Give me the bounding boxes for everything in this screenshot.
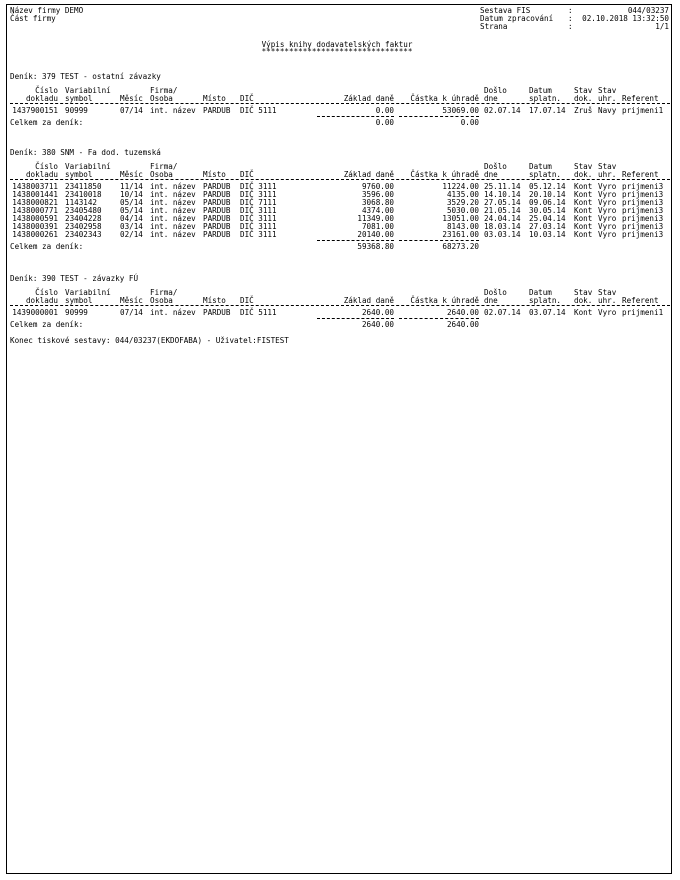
column-header-doc: dokladu bbox=[25, 170, 58, 179]
cell-place: PARDUB bbox=[203, 198, 231, 207]
cell-dic: DIČ 3111 bbox=[240, 182, 277, 191]
cell-place: PARDUB bbox=[203, 214, 231, 223]
column-header-sdoc: dok. bbox=[574, 170, 593, 179]
cell-var: 23404228 bbox=[65, 214, 102, 223]
cell-spay: Vyro bbox=[598, 308, 617, 317]
column-header-ref: Referent bbox=[622, 296, 659, 305]
cell-recv: 03.03.14 bbox=[484, 230, 521, 239]
cell-doc: 1438000771 bbox=[12, 206, 58, 215]
column-header-place: Místo bbox=[203, 296, 226, 305]
report-title-underline: ********************************* bbox=[261, 47, 413, 56]
column-header-sdoc: Stav bbox=[574, 162, 593, 171]
column-header-ref: Referent bbox=[622, 94, 659, 103]
header-rule bbox=[10, 103, 670, 104]
total-rule-base bbox=[317, 116, 394, 117]
column-header-spay: Stav bbox=[598, 288, 617, 297]
column-header-recv: dne bbox=[484, 170, 498, 179]
cell-spay: Vyro bbox=[598, 198, 617, 207]
column-header-recv: Došlo bbox=[484, 86, 507, 95]
column-header-amount: Částka k úhradě bbox=[410, 94, 479, 103]
journal-total-amount: 68273.20 bbox=[442, 242, 479, 251]
column-header-sdoc: dok. bbox=[574, 94, 593, 103]
column-header-spay: uhr. bbox=[598, 94, 617, 103]
cell-spay: Vyro bbox=[598, 190, 617, 199]
cell-firm: int. název bbox=[150, 198, 196, 207]
column-header-recv: dne bbox=[484, 296, 498, 305]
cell-due: 25.04.14 bbox=[529, 214, 566, 223]
column-header-ref: Referent bbox=[622, 170, 659, 179]
cell-due: 10.03.14 bbox=[529, 230, 566, 239]
cell-spay: Vyro bbox=[598, 206, 617, 215]
cell-due: 05.12.14 bbox=[529, 182, 566, 191]
cell-recv: 02.07.14 bbox=[484, 106, 521, 115]
column-header-var: Variabilní bbox=[65, 162, 111, 171]
journal-total-base: 0.00 bbox=[375, 118, 394, 127]
column-header-sdoc: dok. bbox=[574, 296, 593, 305]
cell-ref: prijmeni1 bbox=[622, 106, 664, 115]
cell-ref: prijmeni3 bbox=[622, 222, 664, 231]
column-header-base: Základ daně bbox=[343, 170, 394, 179]
cell-firm: int. název bbox=[150, 190, 196, 199]
cell-month: 04/14 bbox=[120, 214, 143, 223]
cell-var: 23411850 bbox=[65, 182, 102, 191]
cell-firm: int. název bbox=[150, 182, 196, 191]
cell-spay: Navy bbox=[598, 106, 617, 115]
report-colon: : bbox=[568, 6, 573, 15]
journal-total-label: Celkem za deník: bbox=[10, 320, 84, 329]
cell-dic: DIČ 5111 bbox=[240, 308, 277, 317]
cell-firm: int. název bbox=[150, 308, 196, 317]
column-header-firm: Firma/ bbox=[150, 288, 178, 297]
cell-doc: 1438000821 bbox=[12, 198, 58, 207]
cell-sdoc: Kont bbox=[574, 308, 593, 317]
page-value: 1/1 bbox=[655, 22, 669, 31]
processed-label: Datum zpracování bbox=[480, 14, 554, 23]
cell-due: 30.05.14 bbox=[529, 206, 566, 215]
header-rule bbox=[10, 179, 670, 180]
cell-due: 20.10.14 bbox=[529, 190, 566, 199]
cell-recv: 02.07.14 bbox=[484, 308, 521, 317]
cell-amount: 23161.00 bbox=[442, 230, 479, 239]
column-header-dic: DIČ bbox=[240, 296, 254, 305]
report-label: Sestava FIS bbox=[480, 6, 531, 15]
cell-firm: int. název bbox=[150, 214, 196, 223]
cell-month: 07/14 bbox=[120, 308, 143, 317]
column-header-month: Měsíc bbox=[120, 170, 143, 179]
cell-doc: 1438000261 bbox=[12, 230, 58, 239]
column-header-due: splatn. bbox=[529, 94, 562, 103]
cell-sdoc: Kont bbox=[574, 222, 593, 231]
cell-var: 23402958 bbox=[65, 222, 102, 231]
cell-dic: DIČ 3111 bbox=[240, 230, 277, 239]
company-part: Část firmy bbox=[10, 14, 56, 23]
cell-amount: 8143.00 bbox=[446, 222, 479, 231]
cell-doc: 1438001441 bbox=[12, 190, 58, 199]
cell-recv: 24.04.14 bbox=[484, 214, 521, 223]
cell-base: 9760.00 bbox=[361, 182, 394, 191]
cell-recv: 25.11.14 bbox=[484, 182, 521, 191]
cell-amount: 3529.20 bbox=[446, 198, 479, 207]
column-header-due: splatn. bbox=[529, 296, 562, 305]
cell-sdoc: Kont bbox=[574, 230, 593, 239]
total-rule-amount bbox=[399, 318, 479, 319]
cell-sdoc: Zruš bbox=[574, 106, 593, 115]
cell-recv: 21.05.14 bbox=[484, 206, 521, 215]
column-header-firm: Firma/ bbox=[150, 86, 178, 95]
page-label: Strana bbox=[480, 22, 508, 31]
column-header-due: Datum bbox=[529, 288, 552, 297]
cell-base: 3596.00 bbox=[361, 190, 394, 199]
cell-due: 09.06.14 bbox=[529, 198, 566, 207]
column-header-place: Místo bbox=[203, 94, 226, 103]
cell-var: 23405480 bbox=[65, 206, 102, 215]
total-rule-base bbox=[317, 318, 394, 319]
cell-place: PARDUB bbox=[203, 182, 231, 191]
cell-place: PARDUB bbox=[203, 206, 231, 215]
column-header-firm: Osoba bbox=[150, 94, 173, 103]
column-header-firm: Osoba bbox=[150, 296, 173, 305]
cell-base: 11349.00 bbox=[357, 214, 394, 223]
cell-base: 2640.00 bbox=[361, 308, 394, 317]
cell-recv: 27.05.14 bbox=[484, 198, 521, 207]
cell-var: 23410018 bbox=[65, 190, 102, 199]
column-header-amount: Částka k úhradě bbox=[410, 170, 479, 179]
column-header-var: Variabilní bbox=[65, 288, 111, 297]
column-header-spay: uhr. bbox=[598, 170, 617, 179]
cell-amount: 53069.00 bbox=[442, 106, 479, 115]
header-rule bbox=[10, 305, 670, 306]
cell-spay: Vyro bbox=[598, 214, 617, 223]
cell-place: PARDUB bbox=[203, 230, 231, 239]
cell-doc: 1438000391 bbox=[12, 222, 58, 231]
cell-sdoc: Kont bbox=[574, 198, 593, 207]
cell-place: PARDUB bbox=[203, 190, 231, 199]
processed-colon: : bbox=[568, 14, 573, 23]
cell-doc: 1439000001 bbox=[12, 308, 58, 317]
cell-sdoc: Kont bbox=[574, 182, 593, 191]
column-header-recv: dne bbox=[484, 94, 498, 103]
cell-var: 23402343 bbox=[65, 230, 102, 239]
cell-ref: prijmeni3 bbox=[622, 230, 664, 239]
cell-dic: DIČ 3111 bbox=[240, 190, 277, 199]
column-header-sdoc: Stav bbox=[574, 288, 593, 297]
cell-sdoc: Kont bbox=[574, 214, 593, 223]
cell-month: 02/14 bbox=[120, 230, 143, 239]
journal-title: Deník: 379 TEST - ostatní závazky bbox=[10, 72, 161, 81]
column-header-place: Místo bbox=[203, 170, 226, 179]
cell-place: PARDUB bbox=[203, 106, 231, 115]
column-header-base: Základ daně bbox=[343, 94, 394, 103]
journal-total-label: Celkem za deník: bbox=[10, 118, 84, 127]
column-header-var: symbol bbox=[65, 170, 93, 179]
column-header-month: Měsíc bbox=[120, 94, 143, 103]
cell-base: 7081.00 bbox=[361, 222, 394, 231]
cell-spay: Vyro bbox=[598, 222, 617, 231]
cell-month: 05/14 bbox=[120, 206, 143, 215]
cell-doc: 1438000591 bbox=[12, 214, 58, 223]
column-header-due: splatn. bbox=[529, 170, 562, 179]
cell-ref: prijmeni3 bbox=[622, 198, 664, 207]
cell-var: 1143142 bbox=[65, 198, 98, 207]
cell-dic: DIČ 3111 bbox=[240, 222, 277, 231]
company-name: Název firmy DEMO bbox=[10, 6, 84, 15]
cell-ref: prijmeni3 bbox=[622, 182, 664, 191]
cell-var: 90999 bbox=[65, 308, 88, 317]
column-header-month: Měsíc bbox=[120, 296, 143, 305]
cell-ref: prijmeni3 bbox=[622, 190, 664, 199]
cell-firm: int. název bbox=[150, 222, 196, 231]
cell-spay: Vyro bbox=[598, 182, 617, 191]
cell-base: 3068.80 bbox=[361, 198, 394, 207]
journal-total-label: Celkem za deník: bbox=[10, 242, 84, 251]
column-header-var: symbol bbox=[65, 94, 93, 103]
cell-sdoc: Kont bbox=[574, 190, 593, 199]
page-colon: : bbox=[568, 22, 573, 31]
cell-amount: 11224.00 bbox=[442, 182, 479, 191]
column-header-doc: dokladu bbox=[25, 296, 58, 305]
cell-recv: 14.10.14 bbox=[484, 190, 521, 199]
cell-month: 11/14 bbox=[120, 182, 143, 191]
journal-title: Deník: 380 SNM - Fa dod. tuzemská bbox=[10, 148, 161, 157]
cell-dic: DIČ 3111 bbox=[240, 214, 277, 223]
column-header-base: Základ daně bbox=[343, 296, 394, 305]
processed-value: 02.10.2018 13:32:50 bbox=[582, 14, 669, 23]
cell-due: 27.03.14 bbox=[529, 222, 566, 231]
cell-month: 05/14 bbox=[120, 198, 143, 207]
cell-spay: Vyro bbox=[598, 230, 617, 239]
column-header-recv: Došlo bbox=[484, 288, 507, 297]
journal-total-base: 2640.00 bbox=[361, 320, 394, 329]
cell-firm: int. název bbox=[150, 106, 196, 115]
cell-dic: DIČ 5111 bbox=[240, 106, 277, 115]
journal-title: Deník: 390 TEST - závazky FÚ bbox=[10, 274, 139, 283]
column-header-sdoc: Stav bbox=[574, 86, 593, 95]
cell-place: PARDUB bbox=[203, 308, 231, 317]
column-header-spay: Stav bbox=[598, 162, 617, 171]
column-header-doc: Číslo bbox=[35, 288, 58, 297]
column-header-spay: uhr. bbox=[598, 296, 617, 305]
column-header-spay: Stav bbox=[598, 86, 617, 95]
cell-recv: 18.03.14 bbox=[484, 222, 521, 231]
cell-ref: prijmeni3 bbox=[622, 214, 664, 223]
report-page bbox=[6, 4, 672, 874]
column-header-dic: DIČ bbox=[240, 170, 254, 179]
report-value: 044/03237 bbox=[627, 6, 669, 15]
cell-month: 10/14 bbox=[120, 190, 143, 199]
cell-amount: 2640.00 bbox=[446, 308, 479, 317]
cell-sdoc: Kont bbox=[574, 206, 593, 215]
journal-total-base: 59368.80 bbox=[357, 242, 394, 251]
cell-month: 07/14 bbox=[120, 106, 143, 115]
journal-total-amount: 2640.00 bbox=[446, 320, 479, 329]
cell-month: 03/14 bbox=[120, 222, 143, 231]
cell-amount: 4135.00 bbox=[446, 190, 479, 199]
cell-doc: 1437900151 bbox=[12, 106, 58, 115]
total-rule-amount bbox=[399, 240, 479, 241]
column-header-recv: Došlo bbox=[484, 162, 507, 171]
column-header-firm: Firma/ bbox=[150, 162, 178, 171]
column-header-var: Variabilní bbox=[65, 86, 111, 95]
cell-dic: DIČ 7111 bbox=[240, 198, 277, 207]
total-rule-base bbox=[317, 240, 394, 241]
cell-due: 03.07.14 bbox=[529, 308, 566, 317]
cell-base: 20140.00 bbox=[357, 230, 394, 239]
cell-base: 0.00 bbox=[375, 106, 394, 115]
cell-ref: prijmeni3 bbox=[622, 206, 664, 215]
cell-dic: DIČ 3111 bbox=[240, 206, 277, 215]
cell-place: PARDUB bbox=[203, 222, 231, 231]
cell-amount: 5030.00 bbox=[446, 206, 479, 215]
column-header-amount: Částka k úhradě bbox=[410, 296, 479, 305]
column-header-var: symbol bbox=[65, 296, 93, 305]
report-title: Výpis knihy dodavatelských faktur bbox=[261, 40, 413, 49]
column-header-due: Datum bbox=[529, 86, 552, 95]
column-header-dic: DIČ bbox=[240, 94, 254, 103]
cell-var: 90999 bbox=[65, 106, 88, 115]
cell-firm: int. název bbox=[150, 230, 196, 239]
column-header-firm: Osoba bbox=[150, 170, 173, 179]
total-rule-amount bbox=[399, 116, 479, 117]
cell-due: 17.07.14 bbox=[529, 106, 566, 115]
column-header-doc: dokladu bbox=[25, 94, 58, 103]
cell-doc: 1438003711 bbox=[12, 182, 58, 191]
cell-firm: int. název bbox=[150, 206, 196, 215]
column-header-doc: Číslo bbox=[35, 86, 58, 95]
journal-total-amount: 0.00 bbox=[460, 118, 479, 127]
cell-amount: 13051.00 bbox=[442, 214, 479, 223]
cell-base: 4374.00 bbox=[361, 206, 394, 215]
column-header-due: Datum bbox=[529, 162, 552, 171]
cell-ref: prijmeni1 bbox=[622, 308, 664, 317]
report-footer: Konec tiskové sestavy: 044/03237(EKDOFABA) - Uživatel:FISTEST bbox=[10, 336, 289, 345]
column-header-doc: Číslo bbox=[35, 162, 58, 171]
